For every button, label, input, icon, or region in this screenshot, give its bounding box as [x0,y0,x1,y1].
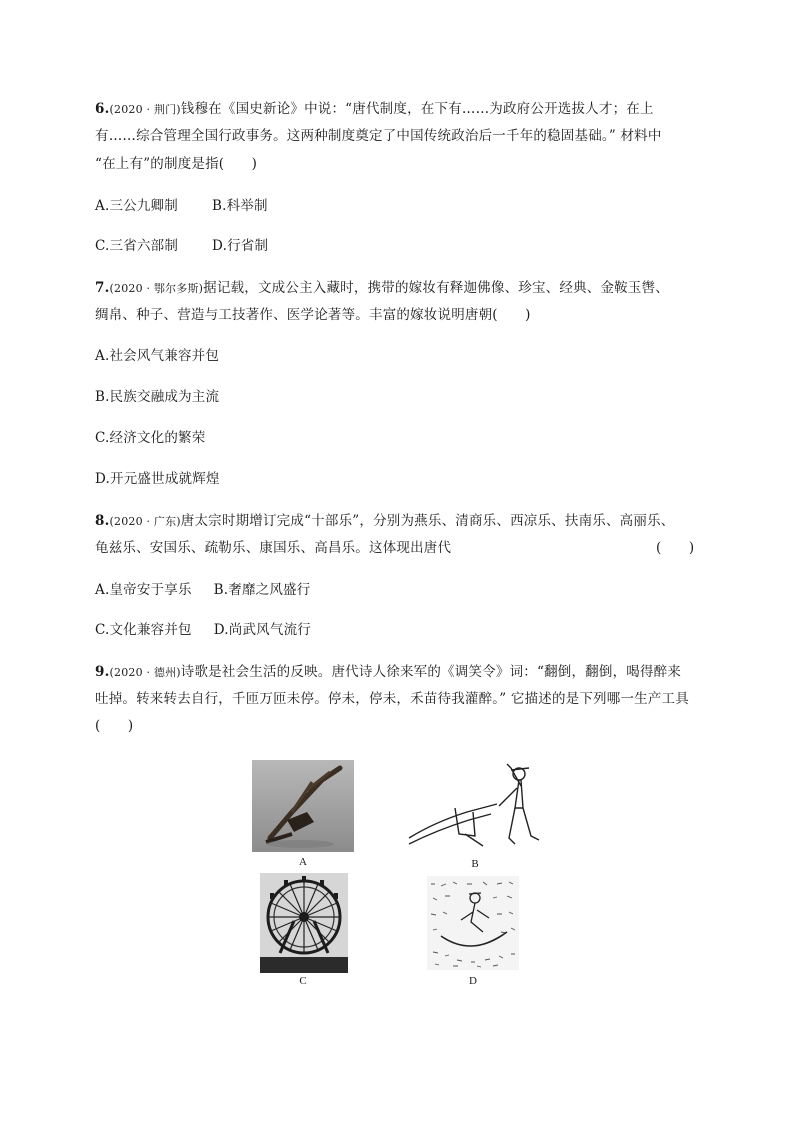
curved-plow-photo [252,760,354,852]
figure-label-c: C [299,975,307,987]
figure-label-a: A [299,856,307,868]
option-c[interactable]: C.三省六部制 [95,238,179,254]
question-text: 唐太宗时期增订完成“十部乐”，分别为燕乐、清商乐、西凉乐、扶南乐、高丽乐、 [180,513,675,529]
question-7-line-1 [95,278,669,299]
question-source: (2020 · 鄂尔多斯) [109,282,204,295]
question-9-line-1 [95,662,681,683]
question-number: 8. [95,513,110,529]
question-6-options-row-1 [95,196,268,216]
question-6-line-2: 有……综合管理全国行政事务。这两种制度奠定了中国传统政治后一千年的稳固基础。” 材料中 [95,128,662,144]
question-source: (2020 · 荆门) [109,103,181,116]
question-8-options-row-1 [95,580,310,600]
answer-paren: ( ) [656,540,695,556]
question-6-line-3: “在上有”的制度是指( ) [95,156,258,172]
rice-field-drawing [427,876,519,970]
question-6-options-row-2 [95,236,268,256]
question-number: 7. [95,280,110,296]
figure-label-b: B [471,858,479,870]
option-c[interactable]: C.经济文化的繁荣 [95,430,206,446]
question-text: 钱穆在《国史新论》中说：“唐代制度，在下有……为政府公开选拔人才；在上 [180,101,654,117]
question-7-line-2: 绸帛、种子、营造与工技著作、医学论著等。丰富的嫁妆说明唐朝( ) [95,307,531,323]
question-text: 诗歌是社会生活的反映。唐代诗人徐来军的《调笑令》词：“翻倒，翻倒，喝得醉来 [180,664,682,680]
option-a[interactable]: A.社会风气兼容并包 [95,348,220,364]
question-9-line-3: ( ) [95,718,134,734]
question-9-line-2: 吐掉。转来转去自行，千匝万匝未停。停未，停未，禾苗待我灌醉。” 它描述的是下列哪一生产工具 [95,691,689,707]
option-d[interactable]: D.行省制 [212,238,269,254]
question-6-line-1 [95,99,654,120]
figure-label-d: D [469,975,477,987]
question-number: 9. [95,664,110,680]
question-8-line-1 [95,511,674,532]
question-source: (2020 · 德州) [109,666,181,679]
question-8-options-row-2 [95,620,311,640]
option-d[interactable]: D.开元盛世成就辉煌 [95,471,220,487]
option-b[interactable]: B.奢靡之风盛行 [213,582,311,598]
plowing-man-drawing [405,760,545,856]
question-number: 6. [95,101,110,117]
option-c[interactable]: C.文化兼容并包 [95,622,192,638]
question-source: (2020 · 广东) [109,515,181,528]
option-b[interactable]: B.民族交融成为主流 [95,389,220,405]
question-8-line-2: 龟兹乐、安国乐、疏勒乐、康国乐、高昌乐。这体现出唐代 [95,540,452,556]
question-text: 据记载，文成公主入藏时，携带的嫁妆有释迦佛像、珍宝、经典、金鞍玉辔、 [203,280,669,296]
option-d[interactable]: D.尚武风气流行 [213,622,311,638]
option-a[interactable]: A.三公九卿制 [95,198,178,214]
water-wheel-photo [260,873,348,973]
option-b[interactable]: B.科举制 [211,198,268,214]
option-a[interactable]: A.皇帝安于享乐 [95,582,192,598]
